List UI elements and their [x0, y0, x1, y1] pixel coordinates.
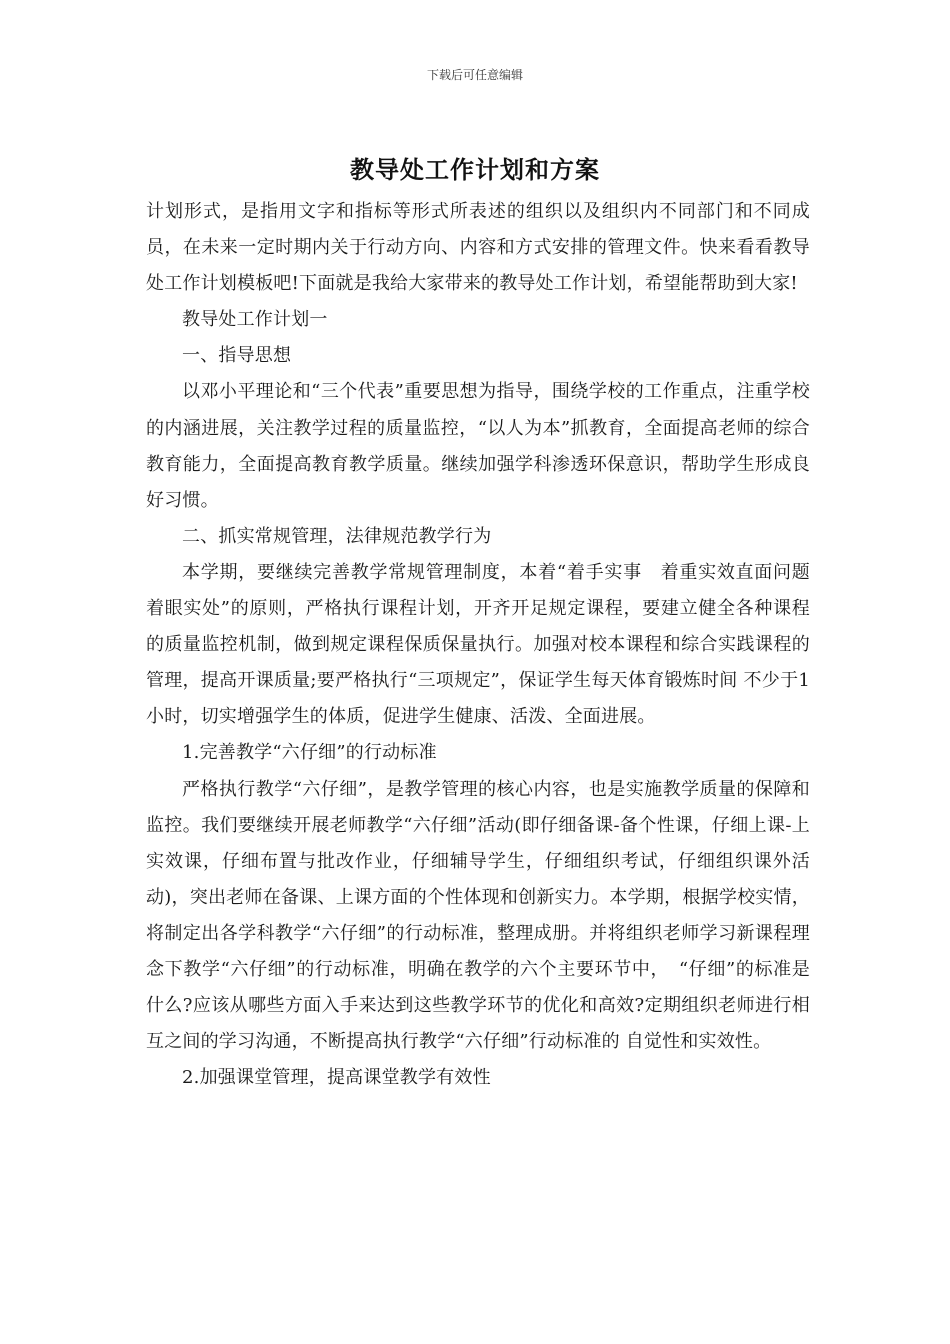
section-heading-routine-management: 二、抓实常规管理，法律规范教学行为 — [182, 525, 492, 547]
section-heading-guiding-thought: 一、指导思想 — [182, 345, 292, 367]
subheading-classroom-management: 2.加强课堂管理，提高课堂教学有效性 — [182, 1067, 491, 1089]
paragraph-routine-management: 本学期，要继续完善教学常规管理制度，本着“着手实事 着重实效直面问题 着眼实处”的原则，严格执行课程计划，开齐开足规定课程，要建立健全各种课程的质量监控机制，做到规定课程保质保量执行。加强对校本课程和综合实践课程的管理，提高开课质量;要严格执行“三项规定”，保证学生每天体育锻炼时间 不少于1小时，切实增强学生的体质，促进学生健康、活泼、全面进展。 — [146, 561, 829, 728]
paragraph-six-careful: 严格执行教学“六仔细”，是教学管理的核心内容，也是实施教学质量的保障和监控。我们要继续开展老师教学“六仔细”活动(即仔细备课-备个性课，仔细上课-上实效课，仔细布置与批改作业，仔细辅导学生，仔细组织考试，仔细组织课外活动)，突出老师在备课、上课方面的个性体现和创新实力。本学期，根据学校实情，将制定出各学科教学“六仔细”的行动标准，整理成册。并将组织老师学习新课程理念下教学“六仔细”的行动标准，明确在教学的六个主要环节中， “仔细”的标准是什么?应该从哪些方面入手来达到这些教学环节的优化和高效?定期组织老师进行相互之间的学习沟通，不断提高执行教学“六仔细”行动标准的 自觉性和实效性。 — [146, 778, 810, 1053]
header-note: 下载后可任意编辑 — [426, 68, 523, 82]
document-body — [146, 194, 829, 1096]
document-title: 教导处工作计划和方案 — [350, 156, 600, 184]
intro-paragraph: 计划形式，是指用文字和指标等形式所表述的组织以及组织内不同部门和不同成员，在未来一定时期内关于行动方向、内容和方式安排的管理文件。快来看看教导处工作计划模板吧!下面就是我给大家带来的教导处工作计划，希望能帮助到大家! — [146, 201, 810, 295]
paragraph-guiding-thought: 以邓小平理论和“三个代表”重要思想为指导，围绕学校的工作重点，注重学校的内涵进展，关注教学过程的质量监控，“以人为本”抓教育，全面提高老师的综合教育能力，全面提高教育教学质量。继续加强学科渗透环保意识，帮助学生形成良好习惯。 — [146, 381, 810, 511]
subheading-six-careful: 1.完善教学“六仔细”的行动标准 — [182, 742, 437, 764]
plan-heading: 教导处工作计划一 — [182, 309, 328, 331]
